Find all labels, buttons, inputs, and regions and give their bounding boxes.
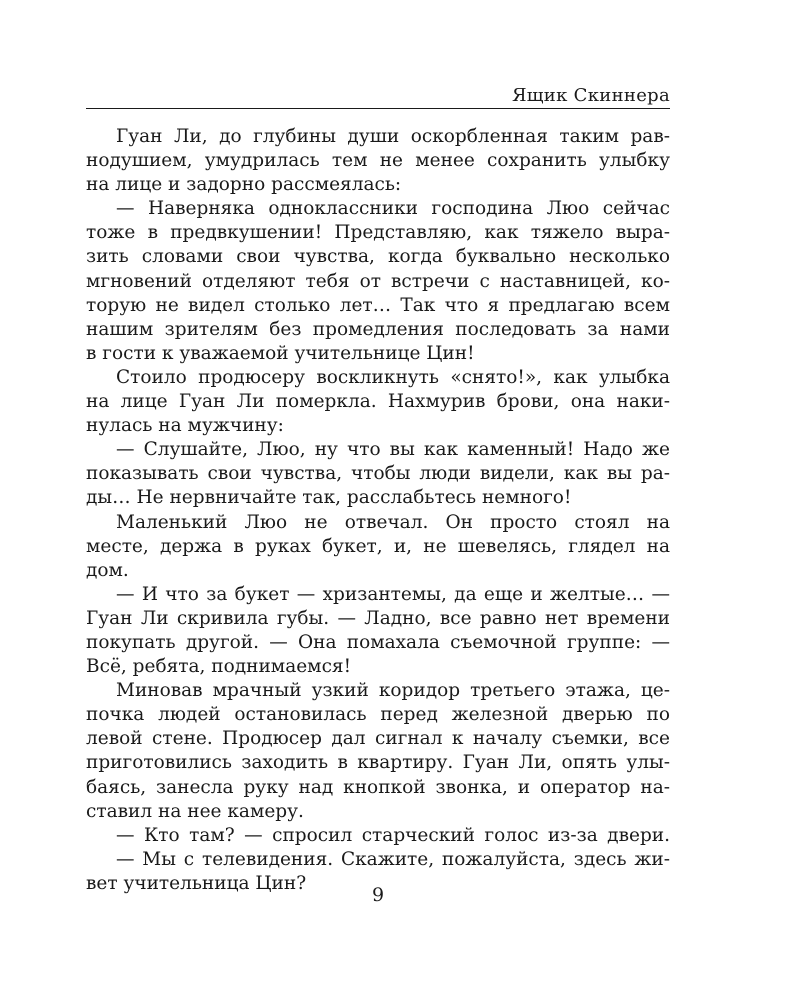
text-line: показывать свои чувства, чтобы люди видели, как вы ра- bbox=[86, 463, 670, 485]
text-line: нулась на мужчину: bbox=[86, 415, 284, 437]
text-line: ставил на нее камеру. bbox=[86, 800, 304, 822]
text-line: месте, держа в руках букет, и, не шевелясь, глядел на bbox=[86, 535, 670, 557]
text-line: торую не видел столько лет… Так что я предлагаю всем bbox=[86, 294, 670, 316]
text-line: ды… Не нервничайте так, расслабьтесь немного! bbox=[86, 487, 572, 509]
text-line: Маленький Люо не отвечал. Он просто стоял на bbox=[116, 511, 670, 533]
text-line: на лице Гуан Ли померкла. Нахмурив брови, она наки- bbox=[86, 391, 670, 413]
text-line: — Наверняка одноклассники господина Люо сейчас bbox=[116, 198, 670, 220]
text-line: Миновав мрачный узкий коридор третьего этажа, це- bbox=[116, 680, 670, 702]
text-line: — Мы с телевидения. Скажите, пожалуйста, здесь жи- bbox=[116, 848, 670, 870]
text-line: на лице и задорно рассмеялась: bbox=[86, 174, 402, 196]
body-text bbox=[86, 125, 670, 896]
text-line: дом. bbox=[86, 559, 129, 581]
text-line: Гуан Ли скривила губы. — Ладно, все равно нет времени bbox=[86, 607, 670, 629]
text-line: зить словами свои чувства, когда буквально несколько bbox=[86, 246, 670, 268]
running-title: Ящик Скиннера bbox=[511, 85, 670, 106]
text-line: вет учительница Цин? bbox=[86, 872, 307, 894]
text-line: левой стене. Продюсер дал сигнал к началу съемки, все bbox=[86, 728, 670, 750]
text-line: мгновений отделяют тебя от встречи с наставницей, ко- bbox=[86, 270, 670, 292]
text-line: почка людей остановилась перед железной дверью по bbox=[86, 704, 670, 726]
text-line: Всё, ребята, поднимаемся! bbox=[86, 656, 352, 678]
text-line: нашим зрителям без промедления последовать за нами bbox=[86, 318, 670, 340]
text-line: нодушием, умудрилась тем не менее сохранить улыбку bbox=[86, 150, 670, 172]
text-line: Гуан Ли, до глубины души оскорбленная таким рав- bbox=[116, 126, 670, 147]
text-line: — Слушайте, Люо, ну что вы как каменный! Надо же bbox=[116, 439, 670, 461]
text-line: в гости к уважаемой учительнице Цин! bbox=[86, 342, 475, 364]
page-number: 9 bbox=[371, 884, 385, 906]
text-line: покупать другой. — Она помахала съемочной группе: — bbox=[86, 631, 670, 653]
text-line: — Кто там? — спросил старческий голос из-за двери. bbox=[116, 824, 670, 846]
text-line: Стоило продюсеру воскликнуть «снято!», как улыбка bbox=[116, 366, 670, 388]
running-head bbox=[86, 86, 670, 109]
text-line: баясь, занесла руку над кнопкой звонка, и оператор на- bbox=[86, 776, 670, 798]
text-line: — И что за букет — хризантемы, да еще и желтые… — bbox=[116, 583, 670, 605]
text-line: приготовились заходить в квартиру. Гуан Ли, опять улы- bbox=[86, 752, 670, 774]
text-line: тоже в предвкушении! Представляю, как тяжело выра- bbox=[86, 222, 670, 244]
